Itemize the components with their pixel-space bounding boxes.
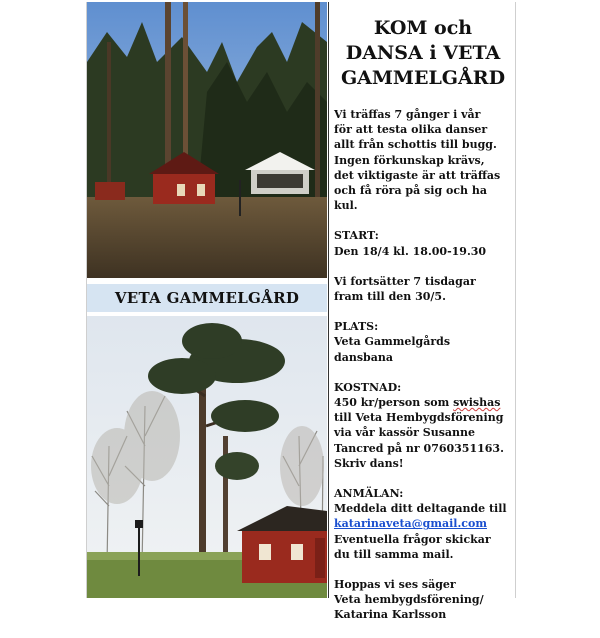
cost-line: Tancred på nr 0760351163.	[334, 441, 504, 455]
intro-line: allt från schottis till bugg.	[334, 138, 497, 152]
info-column	[334, 12, 512, 638]
intro-line: och få röra på sig och ha	[334, 184, 487, 198]
intro-line: det viktigaste är att träffas	[334, 168, 501, 182]
title-line: KOM och	[373, 17, 473, 39]
photo-forest-cottages	[87, 2, 327, 278]
intro-line: för att testa olika danser	[334, 123, 488, 137]
cost-line: till Veta Hembygdsförening	[334, 411, 504, 425]
cost-line: via vår kassör Susanne	[334, 426, 476, 440]
column-divider	[328, 2, 329, 598]
continue-line: Vi fortsätter 7 tisdagar	[334, 274, 476, 288]
intro-paragraph	[334, 107, 512, 213]
venue-banner: VETA GAMMELGÅRD	[87, 284, 327, 312]
place-heading: PLATS:	[334, 320, 379, 334]
cost-line	[334, 395, 512, 410]
signup-line: du till samma mail.	[334, 547, 454, 561]
start-section	[334, 228, 512, 258]
signup-section	[334, 486, 512, 562]
signup-heading: ANMÄLAN:	[334, 487, 404, 501]
place-line: dansbana	[334, 350, 393, 364]
cost-price: 450 kr/person som	[334, 396, 454, 410]
signup-line: Meddela ditt deltagande till	[334, 502, 507, 516]
place-line: Veta Gammelgårds	[334, 335, 451, 349]
closing-line: Katarina Karlsson	[334, 608, 447, 622]
cost-line: Skriv dans!	[334, 456, 404, 470]
intro-line: Vi träffas 7 gånger i vår	[334, 108, 481, 121]
start-heading: START:	[334, 229, 379, 243]
poster	[86, 2, 516, 622]
closing-line: Hoppas vi ses säger	[334, 578, 456, 592]
intro-line: Ingen förkunskap krävs,	[334, 153, 485, 167]
title-line: GAMMELGÅRD	[340, 67, 506, 89]
email-link[interactable]: katarinaveta@gmail.com	[334, 517, 487, 531]
continue-line: fram till den 30/5.	[334, 290, 446, 304]
poster-title	[334, 16, 512, 91]
continue-section	[334, 274, 512, 304]
signup-line: Eventuella frågor skickar	[334, 532, 491, 546]
intro-line: kul.	[334, 199, 358, 213]
start-text: Den 18/4 kl. 18.00-19.30	[334, 244, 487, 258]
title-line: DANSA i VETA	[345, 42, 501, 64]
cost-section	[334, 380, 512, 471]
place-section	[334, 319, 512, 365]
cost-heading: KOSTNAD:	[334, 380, 402, 394]
photo-pine-cottage	[87, 316, 327, 598]
swish-word: swishas	[453, 396, 501, 410]
closing-line: Veta hembygdsförening/	[334, 593, 484, 607]
